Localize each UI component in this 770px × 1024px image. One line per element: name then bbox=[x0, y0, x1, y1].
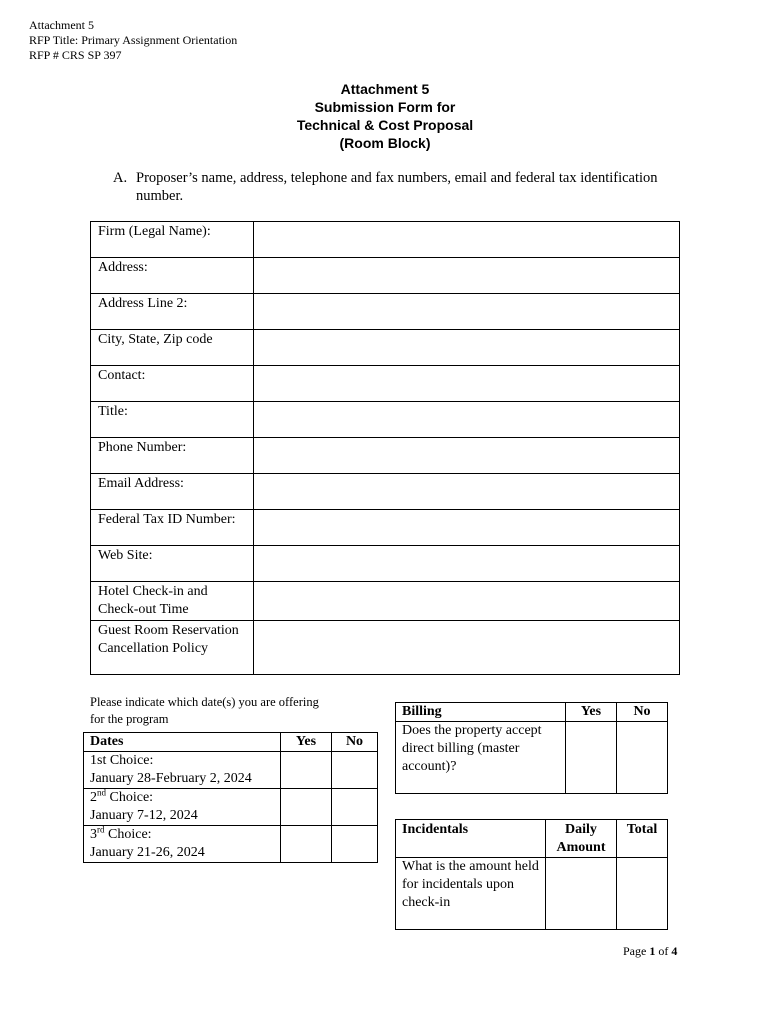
table-header-row bbox=[396, 703, 668, 722]
field-input-phone[interactable] bbox=[254, 438, 680, 474]
incidentals-question: What is the amount held for incidentals upon check-in bbox=[396, 858, 546, 930]
choice-ordinal: nd bbox=[97, 787, 106, 798]
table-row bbox=[91, 258, 680, 294]
total-cell[interactable] bbox=[617, 858, 668, 930]
current-page: 1 bbox=[649, 944, 656, 958]
choice-dates: January 21-26, 2024 bbox=[90, 845, 205, 860]
dates-col-header: Dates bbox=[84, 733, 281, 752]
dates-table bbox=[83, 732, 378, 863]
choice-dates: January 28-February 2, 2024 bbox=[90, 771, 252, 786]
table-row bbox=[91, 330, 680, 366]
page-title bbox=[0, 80, 770, 152]
title-line-3: Technical & Cost Proposal bbox=[296, 117, 474, 133]
field-label-checkin-time: Hotel Check-in and Check-out Time bbox=[91, 582, 254, 621]
date-1-no-cell[interactable] bbox=[332, 752, 378, 789]
table-row bbox=[84, 789, 378, 826]
billing-col-header: Billing bbox=[396, 703, 566, 722]
table-header-row bbox=[396, 820, 668, 858]
choice-dates: January 7-12, 2024 bbox=[90, 808, 198, 823]
dates-instruction: Please indicate which date(s) you are offering for the program bbox=[90, 695, 319, 726]
field-label-firm: Firm (Legal Name): bbox=[91, 222, 254, 258]
date-choice-1 bbox=[84, 752, 281, 789]
field-input-email[interactable] bbox=[254, 474, 680, 510]
title-line-1: Attachment 5 bbox=[340, 81, 430, 97]
daily-amount-cell[interactable] bbox=[546, 858, 617, 930]
date-3-yes-cell[interactable] bbox=[281, 826, 332, 863]
table-row bbox=[91, 621, 680, 675]
page-number bbox=[623, 944, 677, 959]
total-header: Total bbox=[617, 820, 668, 858]
header-rfp-number: RFP # CRS SP 397 bbox=[29, 48, 122, 62]
table-row bbox=[396, 858, 668, 930]
field-label-address-2: Address Line 2: bbox=[91, 294, 254, 330]
dates-no-header: No bbox=[332, 733, 378, 752]
billing-question: Does the property accept direct billing (master account)? bbox=[396, 722, 566, 794]
date-2-no-cell[interactable] bbox=[332, 789, 378, 826]
date-choice-2 bbox=[84, 789, 281, 826]
date-2-yes-cell[interactable] bbox=[281, 789, 332, 826]
field-label-city-state-zip: City, State, Zip code bbox=[91, 330, 254, 366]
field-input-website[interactable] bbox=[254, 546, 680, 582]
date-choice-3 bbox=[84, 826, 281, 863]
choice-label bbox=[90, 789, 274, 807]
field-label-title: Title: bbox=[91, 402, 254, 438]
table-header-row bbox=[84, 733, 378, 752]
field-label-phone: Phone Number: bbox=[91, 438, 254, 474]
table-row bbox=[91, 474, 680, 510]
title-line-4: (Room Block) bbox=[339, 135, 431, 151]
field-input-tax-id[interactable] bbox=[254, 510, 680, 546]
field-label-email: Email Address: bbox=[91, 474, 254, 510]
total-pages: 4 bbox=[671, 944, 678, 958]
table-row bbox=[91, 222, 680, 258]
section-a-text: Proposer’s name, address, telephone and fax numbers, email and federal tax identification number. bbox=[136, 170, 658, 204]
choice-label bbox=[90, 826, 274, 844]
field-input-checkin-time[interactable] bbox=[254, 582, 680, 621]
table-row bbox=[84, 826, 378, 863]
table-row bbox=[91, 402, 680, 438]
table-row bbox=[91, 546, 680, 582]
choice-ordinal: rd bbox=[97, 824, 105, 835]
table-row bbox=[91, 294, 680, 330]
field-input-address[interactable] bbox=[254, 258, 680, 294]
date-1-yes-cell[interactable] bbox=[281, 752, 332, 789]
field-input-cancellation-policy[interactable] bbox=[254, 621, 680, 675]
table-row bbox=[91, 438, 680, 474]
field-input-title[interactable] bbox=[254, 402, 680, 438]
choice-label: 1st Choice: bbox=[90, 753, 154, 768]
incidentals-col-header: Incidentals bbox=[396, 820, 546, 858]
table-row bbox=[396, 722, 668, 794]
field-label-tax-id: Federal Tax ID Number: bbox=[91, 510, 254, 546]
table-row bbox=[91, 582, 680, 621]
field-input-contact[interactable] bbox=[254, 366, 680, 402]
title-line-2: Submission Form for bbox=[314, 99, 456, 115]
choice-word: Choice: bbox=[104, 827, 152, 842]
header-rfp-title: RFP Title: Primary Assignment Orientation bbox=[29, 33, 238, 47]
date-3-no-cell[interactable] bbox=[332, 826, 378, 863]
table-row bbox=[91, 366, 680, 402]
field-input-firm[interactable] bbox=[254, 222, 680, 258]
field-label-website: Web Site: bbox=[91, 546, 254, 582]
incidentals-table bbox=[395, 819, 668, 930]
billing-yes-cell[interactable] bbox=[566, 722, 617, 794]
choice-number: 2 bbox=[90, 790, 97, 805]
page-label: Page bbox=[623, 944, 650, 958]
billing-no-header: No bbox=[617, 703, 668, 722]
proposer-info-table bbox=[90, 221, 680, 675]
of-label: of bbox=[655, 944, 672, 958]
field-label-address: Address: bbox=[91, 258, 254, 294]
table-row bbox=[84, 752, 378, 789]
section-a bbox=[113, 169, 683, 205]
billing-no-cell[interactable] bbox=[617, 722, 668, 794]
choice-word: Choice: bbox=[106, 790, 154, 805]
field-label-cancellation-policy: Guest Room Reservation Cancellation Policy bbox=[91, 621, 254, 675]
field-input-city-state-zip[interactable] bbox=[254, 330, 680, 366]
billing-yes-header: Yes bbox=[566, 703, 617, 722]
daily-amount-header: Daily Amount bbox=[546, 820, 617, 858]
field-input-address-2[interactable] bbox=[254, 294, 680, 330]
choice-number: 3 bbox=[90, 827, 97, 842]
field-label-contact: Contact: bbox=[91, 366, 254, 402]
section-a-label: A. bbox=[113, 170, 128, 186]
document-header bbox=[29, 18, 237, 63]
dates-yes-header: Yes bbox=[281, 733, 332, 752]
table-row bbox=[91, 510, 680, 546]
header-attachment: Attachment 5 bbox=[29, 18, 94, 32]
billing-table bbox=[395, 702, 668, 794]
